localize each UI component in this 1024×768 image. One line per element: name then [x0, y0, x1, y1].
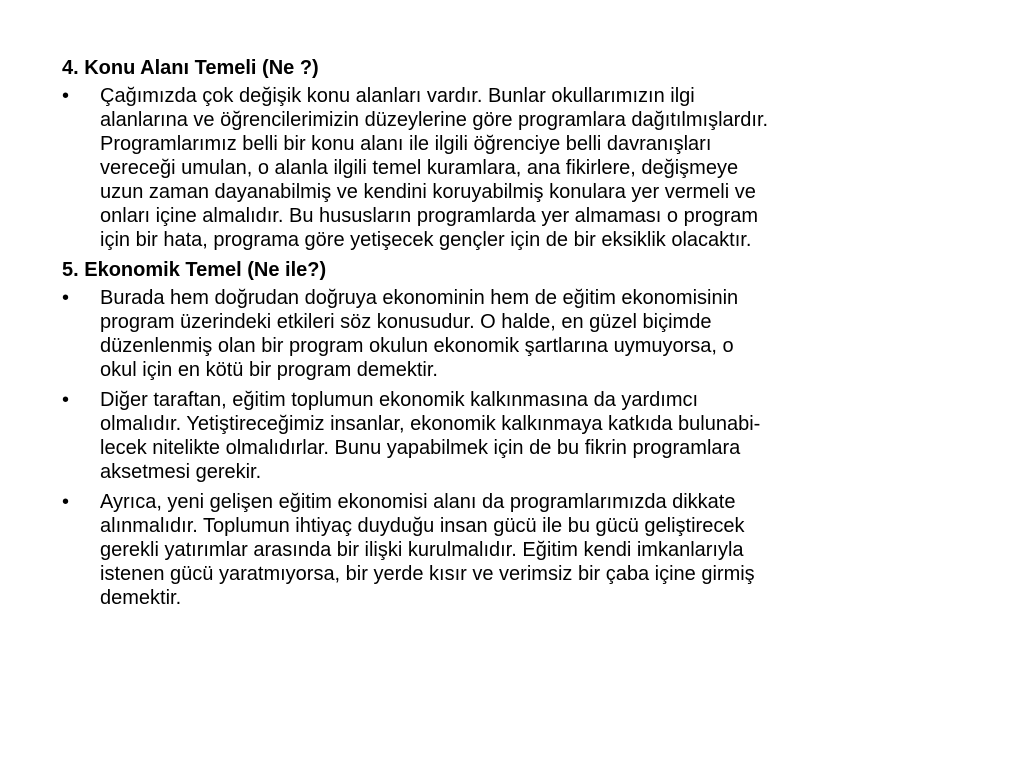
bullet-icon: •	[62, 85, 70, 107]
bullet-icon: •	[62, 389, 70, 411]
bullet-item	[62, 490, 962, 610]
bullet-icon: •	[62, 491, 70, 513]
section-heading-konu-alani: 4. Konu Alanı Temeli (Ne ?)	[62, 57, 319, 79]
bullet-item	[62, 84, 962, 252]
bullet-item	[62, 286, 962, 382]
bullet-text: Ayrıca, yeni gelişen eğitim ekonomisi alanı da programlarımızda dikkate alınmalıdır. Toplumun ihtiyaç duyduğu insan gücü ile bu gücü geliştirecek gerekli yatırımlar arasında bir ilişki kurulmalıdır. Eğitim kendi imkanlarıyla istenen gücü yaratmıyorsa, bir yerde kısır ve verimsiz bir çaba içine girmiş demektir.	[100, 491, 755, 609]
section-heading-ekonomik-temel: 5. Ekonomik Temel (Ne ile?)	[62, 259, 327, 281]
slide-content	[62, 56, 962, 616]
bullet-text: Burada hem doğrudan doğruya ekonominin hem de eğitim ekonomisinin program üzerindeki etkileri söz konusudur. O halde, en güzel biçimde düzenlenmiş olan bir program okulun ekonomik şartlarına uymuyorsa, o okul için en kötü bir program demektir.	[100, 287, 739, 381]
bullet-text: Diğer taraftan, eğitim toplumun ekonomik kalkınmasına da yardımcı olmalıdır. Yetiştireceğimiz insanlar, ekonomik kalkınmaya katkıda bulunabi- lecek nitelikte olmalıdırlar. Bunu yapabilmek için de bu fikrin programlara aksetmesi gerekir.	[100, 389, 761, 483]
bullet-text: Çağımızda çok değişik konu alanları vardır. Bunlar okullarımızın ilgi alanlarına ve öğrencilerimizin düzeylerine göre programlara dağıtılmışlardır. Programlarımız belli bir konu alanı ile ilgili öğrenciye belli davranışları vereceği umulan, o alanla ilgili temel kuramlara, ana fikirlere, değişmeye uzun zaman dayanabilmiş ve kendini koruyabilmiş konulara yer vermeli ve onları içine almalıdır. Bu hususların programlarda yer almaması o program için bir hata, programa göre yetişecek gençler için de bir eksiklik olacaktır.	[100, 85, 769, 251]
bullet-item	[62, 388, 962, 484]
bullet-icon: •	[62, 287, 70, 309]
